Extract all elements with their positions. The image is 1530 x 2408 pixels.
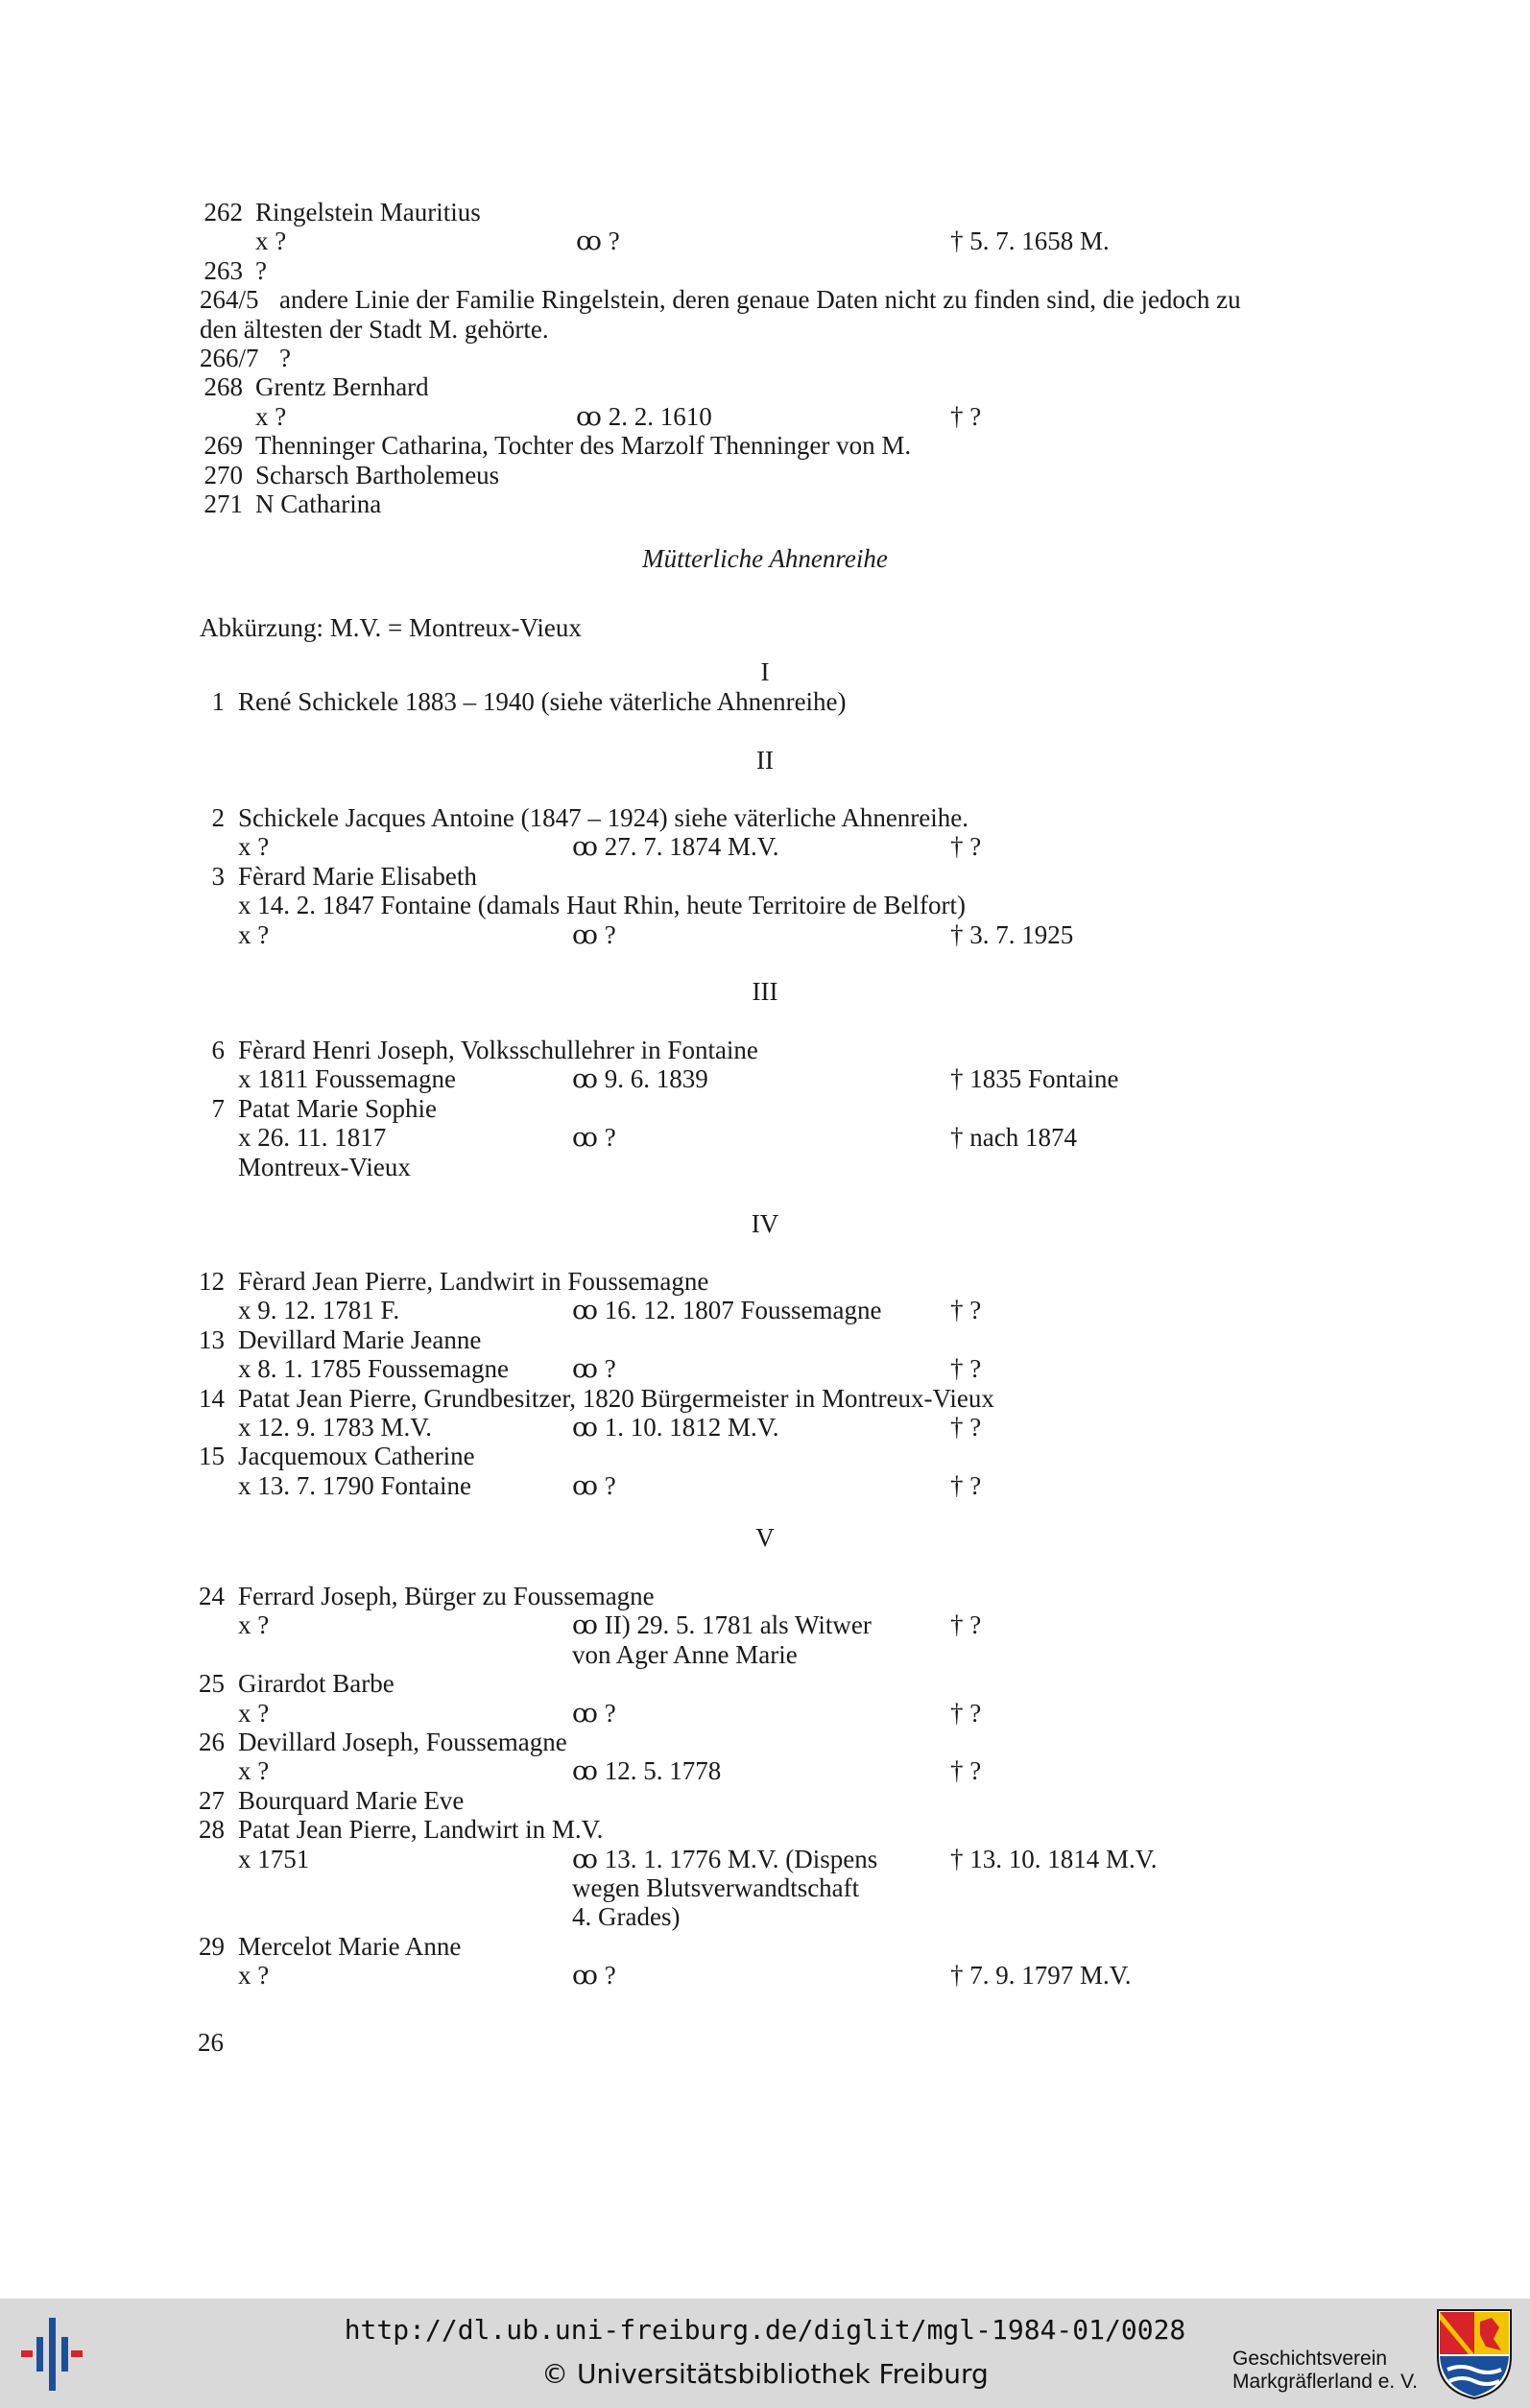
entry-name: Patat Jean Pierre, Landwirt in M.V. <box>238 1815 604 1844</box>
entry-number: 268 <box>203 372 243 401</box>
entry-number: 15 <box>199 1442 225 1470</box>
entry-name: Bourquard Marie Eve <box>238 1786 465 1815</box>
entry-name: Girardot Barbe <box>238 1669 394 1698</box>
entry-name: Ringelstein Mauritius <box>255 198 481 226</box>
entry-number: 24 <box>199 1582 225 1610</box>
entry-number: 270 <box>203 461 243 489</box>
entry-birth: x ? <box>238 832 270 861</box>
entry-name: N Catharina <box>255 489 382 518</box>
entry-death: † ? <box>950 1413 982 1442</box>
entry-birth: x ? <box>238 1961 270 1990</box>
entry-number: 13 <box>199 1325 225 1354</box>
entry-number: 28 <box>199 1815 225 1844</box>
entry-number: 12 <box>199 1267 225 1296</box>
entry-death: † 13. 10. 1814 M.V. <box>950 1845 1158 1873</box>
entry-marriage: ꝏ 2. 2. 1610 <box>576 402 712 431</box>
entry-death: † 3. 7. 1925 <box>950 920 1074 949</box>
society-crest-icon <box>1436 2308 1513 2400</box>
entry-name: andere Linie der Familie Ringelstein, deren genaue Daten nicht zu finden sind, die jedoch zu <box>279 285 1241 314</box>
entry-number: 6 <box>211 1036 225 1064</box>
entry-marriage: ꝏ 16. 12. 1807 Foussemagne <box>572 1296 882 1324</box>
entry-name: ? <box>279 344 291 372</box>
generation-heading-4: IV <box>751 1209 779 1238</box>
entry-number: 262 <box>203 198 243 226</box>
entry-death: † ? <box>950 1699 982 1728</box>
entry-name: René Schickele 1883 – 1940 (siehe väterliche Ahnenreihe) <box>238 687 847 716</box>
entry-name: Scharsch Bartholemeus <box>255 461 500 489</box>
generation-heading-5: V <box>755 1523 775 1552</box>
entry-birth: x ? <box>255 402 287 431</box>
entry-death: † ? <box>950 1296 982 1324</box>
entry-birth: x ? <box>255 226 287 255</box>
section-title: Mütterliche Ahnenreihe <box>642 544 888 573</box>
entry-number: 264/5 <box>200 285 259 314</box>
entry-birth: x 1811 Foussemagne <box>238 1064 456 1093</box>
document-url-link[interactable]: http://dl.ub.uni-freiburg.de/diglit/mgl-1984-01/0028 <box>344 2314 1186 2346</box>
entry-marriage: ꝏ ? <box>572 1961 616 1990</box>
entry-death: † 1835 Fontaine <box>950 1064 1119 1093</box>
entry-name: Fèrard Marie Elisabeth <box>238 862 477 891</box>
entry-number: 3 <box>211 862 225 891</box>
entry-marriage: ꝏ 9. 6. 1839 <box>572 1064 708 1093</box>
entry-death: † ? <box>950 832 982 861</box>
entry-number: 14 <box>199 1384 225 1413</box>
entry-name: Fèrard Henri Joseph, Volksschullehrer in Fontaine <box>238 1036 758 1064</box>
entry-birth: x ? <box>238 1699 270 1728</box>
entry-number: 263 <box>203 256 243 285</box>
entry-death: † nach 1874 <box>950 1123 1077 1152</box>
entry-number: 26 <box>199 1728 225 1756</box>
entry-marriage: 4. Grades) <box>572 1902 681 1931</box>
abbreviation-line: Abkürzung: M.V. = Montreux-Vieux <box>200 613 582 642</box>
entry-marriage: ꝏ ? <box>572 1123 616 1152</box>
library-footer <box>0 2299 1530 2408</box>
entry-death: † ? <box>950 1610 982 1639</box>
entry-number: 1 <box>211 687 225 716</box>
entry-name: Grentz Bernhard <box>255 372 429 401</box>
entry-marriage: ꝏ ? <box>572 920 616 949</box>
entry-birth: x 9. 12. 1781 F. <box>238 1296 400 1324</box>
entry-marriage: ꝏ ? <box>572 1699 616 1728</box>
society-name-line-2: Markgräflerland e. V. <box>1232 2371 1418 2393</box>
entry-name: Mercelot Marie Anne <box>238 1932 462 1961</box>
entry-name: Jacquemoux Catherine <box>238 1442 475 1470</box>
entry-name: Patat Marie Sophie <box>238 1094 437 1123</box>
entry-birth: x 8. 1. 1785 Foussemagne <box>238 1354 509 1383</box>
entry-name: Ferrard Joseph, Bürger zu Foussemagne <box>238 1582 655 1610</box>
entry-name: Devillard Joseph, Foussemagne <box>238 1728 567 1756</box>
entry-birth: x ? <box>238 920 270 949</box>
entry-birth: x 13. 7. 1790 Fontaine <box>238 1471 471 1500</box>
entry-name: ? <box>255 256 267 285</box>
entry-death: † ? <box>950 402 982 431</box>
entry-name: Schickele Jacques Antoine (1847 – 1924) siehe väterliche Ahnenreihe. <box>238 803 969 832</box>
entry-birth: x 26. 11. 1817 <box>238 1123 387 1152</box>
entry-birth: x 12. 9. 1783 M.V. <box>238 1413 433 1442</box>
entry-number: 269 <box>203 431 243 460</box>
entry-marriage: wegen Blutsverwandtschaft <box>572 1873 860 1902</box>
copyright-text: © Universitätsbibliothek Freiburg <box>541 2358 989 2390</box>
entry-marriage: ꝏ 13. 1. 1776 M.V. (Dispens <box>572 1845 878 1873</box>
entry-birth: x 1751 <box>238 1845 310 1873</box>
entry-number: 27 <box>199 1786 225 1815</box>
entry-name: Thenninger Catharina, Tochter des Marzolf Thenninger von M. <box>255 431 912 460</box>
entry-marriage: ꝏ ? <box>572 1354 616 1383</box>
entry-continuation: den ältesten der Stadt M. gehörte. <box>200 315 549 344</box>
entry-birth: x 14. 2. 1847 Fontaine (damals Haut Rhin, heute Territoire de Belfort) <box>238 891 966 919</box>
entry-number: 271 <box>203 489 243 518</box>
entry-birth: x ? <box>238 1610 270 1639</box>
entry-number: 7 <box>211 1094 225 1123</box>
generation-heading-3: III <box>752 977 778 1006</box>
entry-death: † ? <box>950 1354 982 1383</box>
entry-death: † 7. 9. 1797 M.V. <box>950 1961 1132 1990</box>
entry-number: 29 <box>199 1932 225 1961</box>
entry-marriage: ꝏ 1. 10. 1812 M.V. <box>572 1413 779 1442</box>
society-name-line-1: Geschichtsverein <box>1232 2348 1388 2370</box>
entry-marriage: ꝏ 12. 5. 1778 <box>572 1756 722 1785</box>
entry-marriage: ꝏ 27. 7. 1874 M.V. <box>572 832 779 861</box>
entry-marriage: ꝏ II) 29. 5. 1781 als Witwer <box>572 1610 872 1639</box>
entry-death: † ? <box>950 1471 982 1500</box>
generation-heading-1: I <box>760 657 770 686</box>
entry-marriage: ꝏ ? <box>572 1471 616 1500</box>
entry-birth: Montreux-Vieux <box>238 1153 411 1181</box>
entry-death: † 5. 7. 1658 M. <box>950 226 1110 255</box>
entry-name: Patat Jean Pierre, Grundbesitzer, 1820 Bürgermeister in Montreux-Vieux <box>238 1384 994 1413</box>
entry-marriage: von Ager Anne Marie <box>572 1640 798 1669</box>
entry-death: † ? <box>950 1756 982 1785</box>
generation-heading-2: II <box>756 746 774 775</box>
entry-name: Fèrard Jean Pierre, Landwirt in Foussemagne <box>238 1267 709 1296</box>
entry-marriage: ꝏ ? <box>576 226 620 255</box>
entry-number: 266/7 <box>200 344 259 372</box>
entry-number: 25 <box>199 1669 225 1698</box>
entry-number: 2 <box>211 803 225 832</box>
entry-birth: x ? <box>238 1756 270 1785</box>
page-number: 26 <box>198 2028 224 2057</box>
entry-name: Devillard Marie Jeanne <box>238 1325 482 1354</box>
